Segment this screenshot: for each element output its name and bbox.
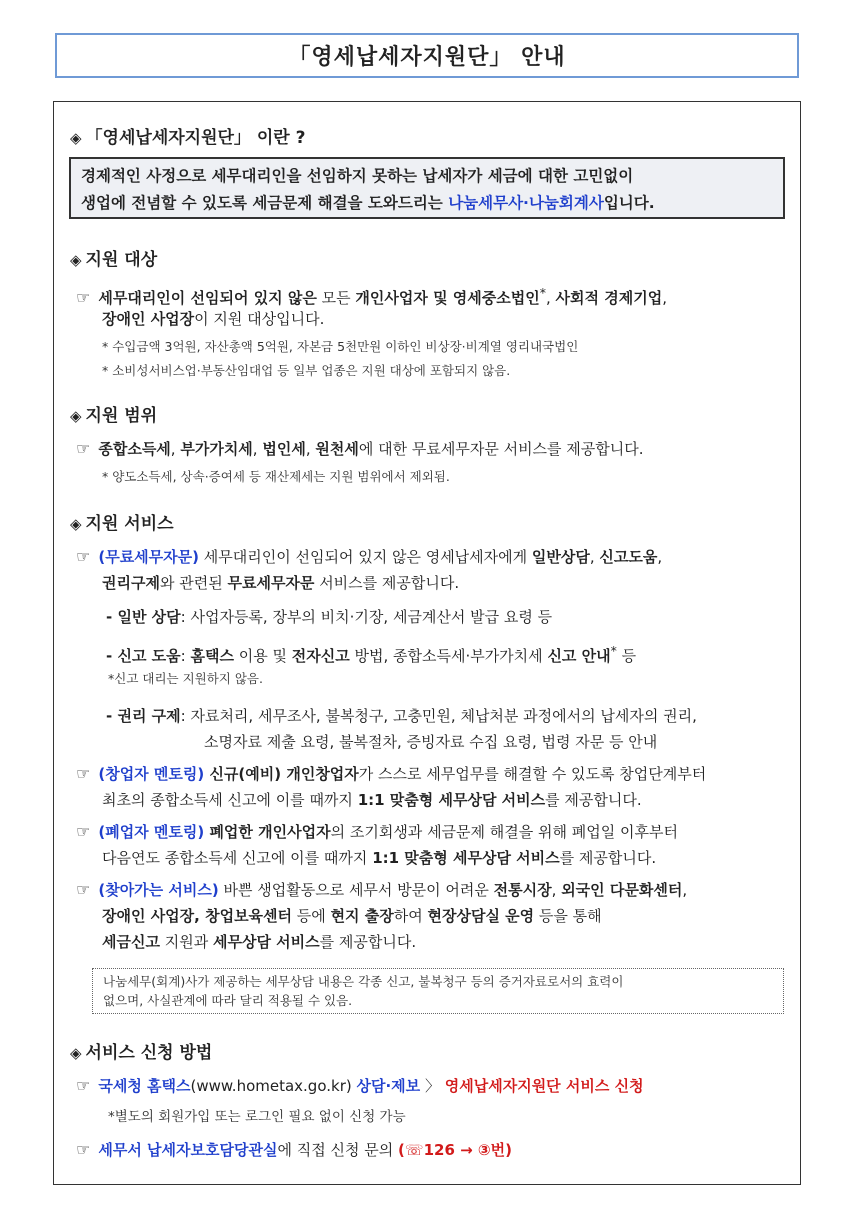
pointing-hand-icon: ☞ xyxy=(76,547,91,566)
service-free-advice: ☞ (무료세무자문) 세무대리인이 선임되어 있지 않은 영세납세자에게 일반상담, 신고도움, xyxy=(76,547,663,566)
service-visiting-line3: 세금신고 지원과 세무상담 서비스를 제공합니다. xyxy=(102,933,417,951)
service-visiting: ☞ (찾아가는 서비스) 바쁜 생업활동으로 세무서 방문이 어려운 전통시장, 외국인 다문화센터, xyxy=(76,880,688,899)
diamond-icon: ◈ xyxy=(70,1044,82,1062)
pointing-hand-icon: ☞ xyxy=(76,764,91,783)
service-visiting-line2: 장애인 사업장, 창업보육센터 등에 현지 출장하여 현장상담실 운영 등을 통해 xyxy=(102,907,602,925)
scope-note: * 양도소득세, 상속·증여세 등 재산제세는 지원 범위에서 제외됨. xyxy=(102,469,450,484)
pointing-hand-icon: ☞ xyxy=(76,822,91,841)
section-heading-services: ◈ 지원 서비스 xyxy=(70,514,174,534)
section-heading-target: ◈ 지원 대상 xyxy=(70,250,158,270)
target-note-2: * 소비성서비스업·부동산임대업 등 일부 업종은 지원 대상에 포함되지 않음. xyxy=(102,363,511,378)
apply-note: *별도의 회원가입 또는 로그인 필요 없이 신청 가능 xyxy=(108,1109,406,1125)
sub-general-consult: - 일반 상담: 사업자등록, 장부의 비치·기장, 세금계산서 발급 요령 등 xyxy=(106,608,553,626)
section-heading-definition: ◈ 「영세납세자지원단」 이란 ? xyxy=(70,128,306,148)
pointing-hand-icon: ☞ xyxy=(76,880,91,899)
diamond-icon: ◈ xyxy=(70,129,82,147)
pointing-hand-icon: ☞ xyxy=(76,1140,91,1159)
diamond-icon: ◈ xyxy=(70,515,82,533)
pointing-hand-icon: ☞ xyxy=(76,288,91,307)
target-paragraph: ☞ 세무대리인이 선임되어 있지 않은 모든 개인사업자 및 영세중소법인*, 사회적 경제기업, xyxy=(76,285,667,307)
diamond-icon: ◈ xyxy=(70,251,82,269)
page-title: 「영세납세자지원단」 안내 xyxy=(288,45,566,70)
title-box xyxy=(55,33,799,78)
hometax-link[interactable]: 국세청 홈택스 xyxy=(98,1077,191,1095)
apply-method-hometax: ☞ 국세청 홈택스(www.hometax.go.kr) 상담·제보 〉 영세납세자지원단 서비스 신청 xyxy=(76,1076,644,1095)
sub-filing-help: - 신고 도움: 홈택스 이용 및 전자신고 방법, 종합소득세·부가가치세 신고 안내* 등 xyxy=(106,643,637,665)
section-heading-apply: ◈ 서비스 신청 방법 xyxy=(70,1043,213,1063)
disclaimer-box: 나눔세무(회계)사가 제공하는 세무상담 내용은 각종 신고, 불복청구 등의 증거자료로서의 효력이 없으며, 사실관계에 따라 달리 적용될 수 있음. xyxy=(92,968,784,1014)
arrow-right-icon: 〉 xyxy=(424,1077,440,1095)
sub-rights-relief-line2: 소명자료 제출 요령, 불복절차, 증빙자료 수집 요령, 법령 자문 등 안내 xyxy=(204,733,658,751)
service-free-advice-line2: 권리구제와 관련된 무료세무자문 서비스를 제공합니다. xyxy=(102,574,460,592)
section-heading-scope: ◈ 지원 범위 xyxy=(70,406,158,426)
definition-box: 경제적인 사정으로 세무대리인을 선임하지 못하는 납세자가 세금에 대한 고민없이 생업에 전념할 수 있도록 세금문제 해결을 도와드리는 나눔세무사·나눔회계사입니다. xyxy=(69,157,785,219)
service-closure-mentoring: ☞ (폐업자 멘토링) 폐업한 개인사업자의 조기회생과 세금문제 해결을 위해 폐업일 이후부터 xyxy=(76,822,678,841)
pointing-hand-icon: ☞ xyxy=(76,439,91,458)
pointing-hand-icon: ☞ xyxy=(76,1076,91,1095)
target-note-1: * 수입금액 3억원, 자산총액 5억원, 자본금 5천만원 이하인 비상장·비계열 영리내국법인 xyxy=(102,339,579,354)
service-startup-mentoring: ☞ (창업자 멘토링) 신규(예비) 개인창업자가 스스로 세무업무를 해결할 수 있도록 창업단계부터 xyxy=(76,764,707,783)
scope-paragraph: ☞ 종합소득세, 부가가치세, 법인세, 원천세에 대한 무료세무자문 서비스를 제공합니다. xyxy=(76,439,644,458)
service-closure-line2: 다음연도 종합소득세 신고에 이를 때까지 1:1 맞춤형 세무상담 서비스를 제공합니다. xyxy=(102,849,657,867)
sub-rights-relief: - 권리 구제: 자료처리, 세무조사, 불복청구, 고충민원, 체납처분 과정에서의 납세자의 권리, xyxy=(106,707,697,725)
diamond-icon: ◈ xyxy=(70,407,82,425)
apply-method-office: ☞ 세무서 납세자보호담당관실에 직접 신청 문의 (☏126 → ③번) xyxy=(76,1140,512,1159)
service-startup-line2: 최초의 종합소득세 신고에 이를 때까지 1:1 맞춤형 세무상담 서비스를 제공합니다. xyxy=(102,791,642,809)
target-paragraph-line2: 장애인 사업장이 지원 대상입니다. xyxy=(102,310,325,328)
sub-filing-note: *신고 대리는 지원하지 않음. xyxy=(108,671,263,686)
